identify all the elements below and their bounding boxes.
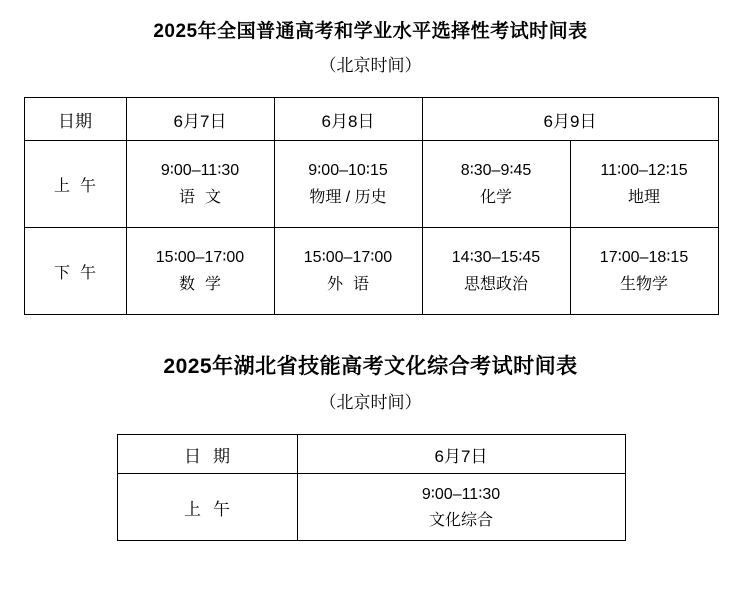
table-cell	[126, 141, 274, 228]
cell-time: 14∶30–15∶45	[451, 249, 541, 267]
table-cell	[422, 228, 570, 315]
cell-subject: 思想政治	[463, 275, 528, 293]
exam-schedule-table	[24, 97, 719, 315]
table-row	[117, 474, 625, 541]
table-cell	[422, 141, 570, 228]
section1-subtitle: （北京时间）	[319, 55, 422, 75]
table-cell	[126, 228, 274, 315]
section1-title-block	[0, 0, 741, 81]
cell-subject: 化学	[479, 188, 512, 206]
section2-title-block	[0, 315, 741, 418]
skill-exam-table	[117, 434, 626, 541]
header-cell-date-label: 日期	[24, 98, 126, 141]
table-cell	[297, 474, 625, 541]
table-cell	[570, 141, 718, 228]
skill-exam-table-wrapper	[117, 434, 625, 541]
table-row	[24, 141, 718, 228]
cell-subject: 数学	[178, 275, 231, 293]
cell-time: 15∶00–17∶00	[155, 249, 245, 267]
cell-subject: 物理 / 历史	[309, 188, 387, 206]
table-row	[24, 228, 718, 315]
section1-title: 2025年全国普通高考和学业水平选择性考试时间表	[153, 21, 588, 42]
exam-schedule-table-wrapper	[24, 97, 718, 315]
header-cell-june8: 6月8日	[274, 98, 422, 141]
cell-time: 15∶00–17∶00	[303, 249, 393, 267]
table-cell	[274, 228, 422, 315]
cell-time: 11∶00–12∶15	[600, 162, 688, 180]
cell-time: 9∶00–11∶30	[160, 162, 240, 180]
cell-subject: 文化综合	[428, 511, 493, 529]
header-cell-june7: 6月7日	[297, 435, 625, 474]
cell-subject: 地理	[628, 188, 661, 206]
table-header-row	[117, 435, 625, 474]
table-cell	[570, 228, 718, 315]
row-label-morning: 上午	[24, 141, 126, 228]
row-label-morning: 上午	[117, 474, 297, 541]
cell-subject: 生物学	[620, 275, 669, 293]
row-label-afternoon: 下午	[24, 228, 126, 315]
cell-time: 9∶00–11∶30	[421, 485, 501, 503]
table-header-row	[24, 98, 718, 141]
cell-time: 9∶00–10∶15	[308, 162, 388, 180]
section2-title: 2025年湖北省技能高考文化综合考试时间表	[163, 355, 578, 379]
section2-subtitle: （北京时间）	[319, 392, 422, 412]
cell-subject: 外语	[326, 275, 379, 293]
cell-subject: 语文	[178, 188, 231, 206]
header-cell-june9: 6月9日	[422, 98, 718, 141]
header-cell-june7: 6月7日	[126, 98, 274, 141]
table-cell	[274, 141, 422, 228]
cell-time: 17∶00–18∶15	[599, 249, 689, 267]
header-cell-date-label: 日期	[117, 435, 297, 474]
cell-time: 8∶30–9∶45	[460, 162, 532, 180]
